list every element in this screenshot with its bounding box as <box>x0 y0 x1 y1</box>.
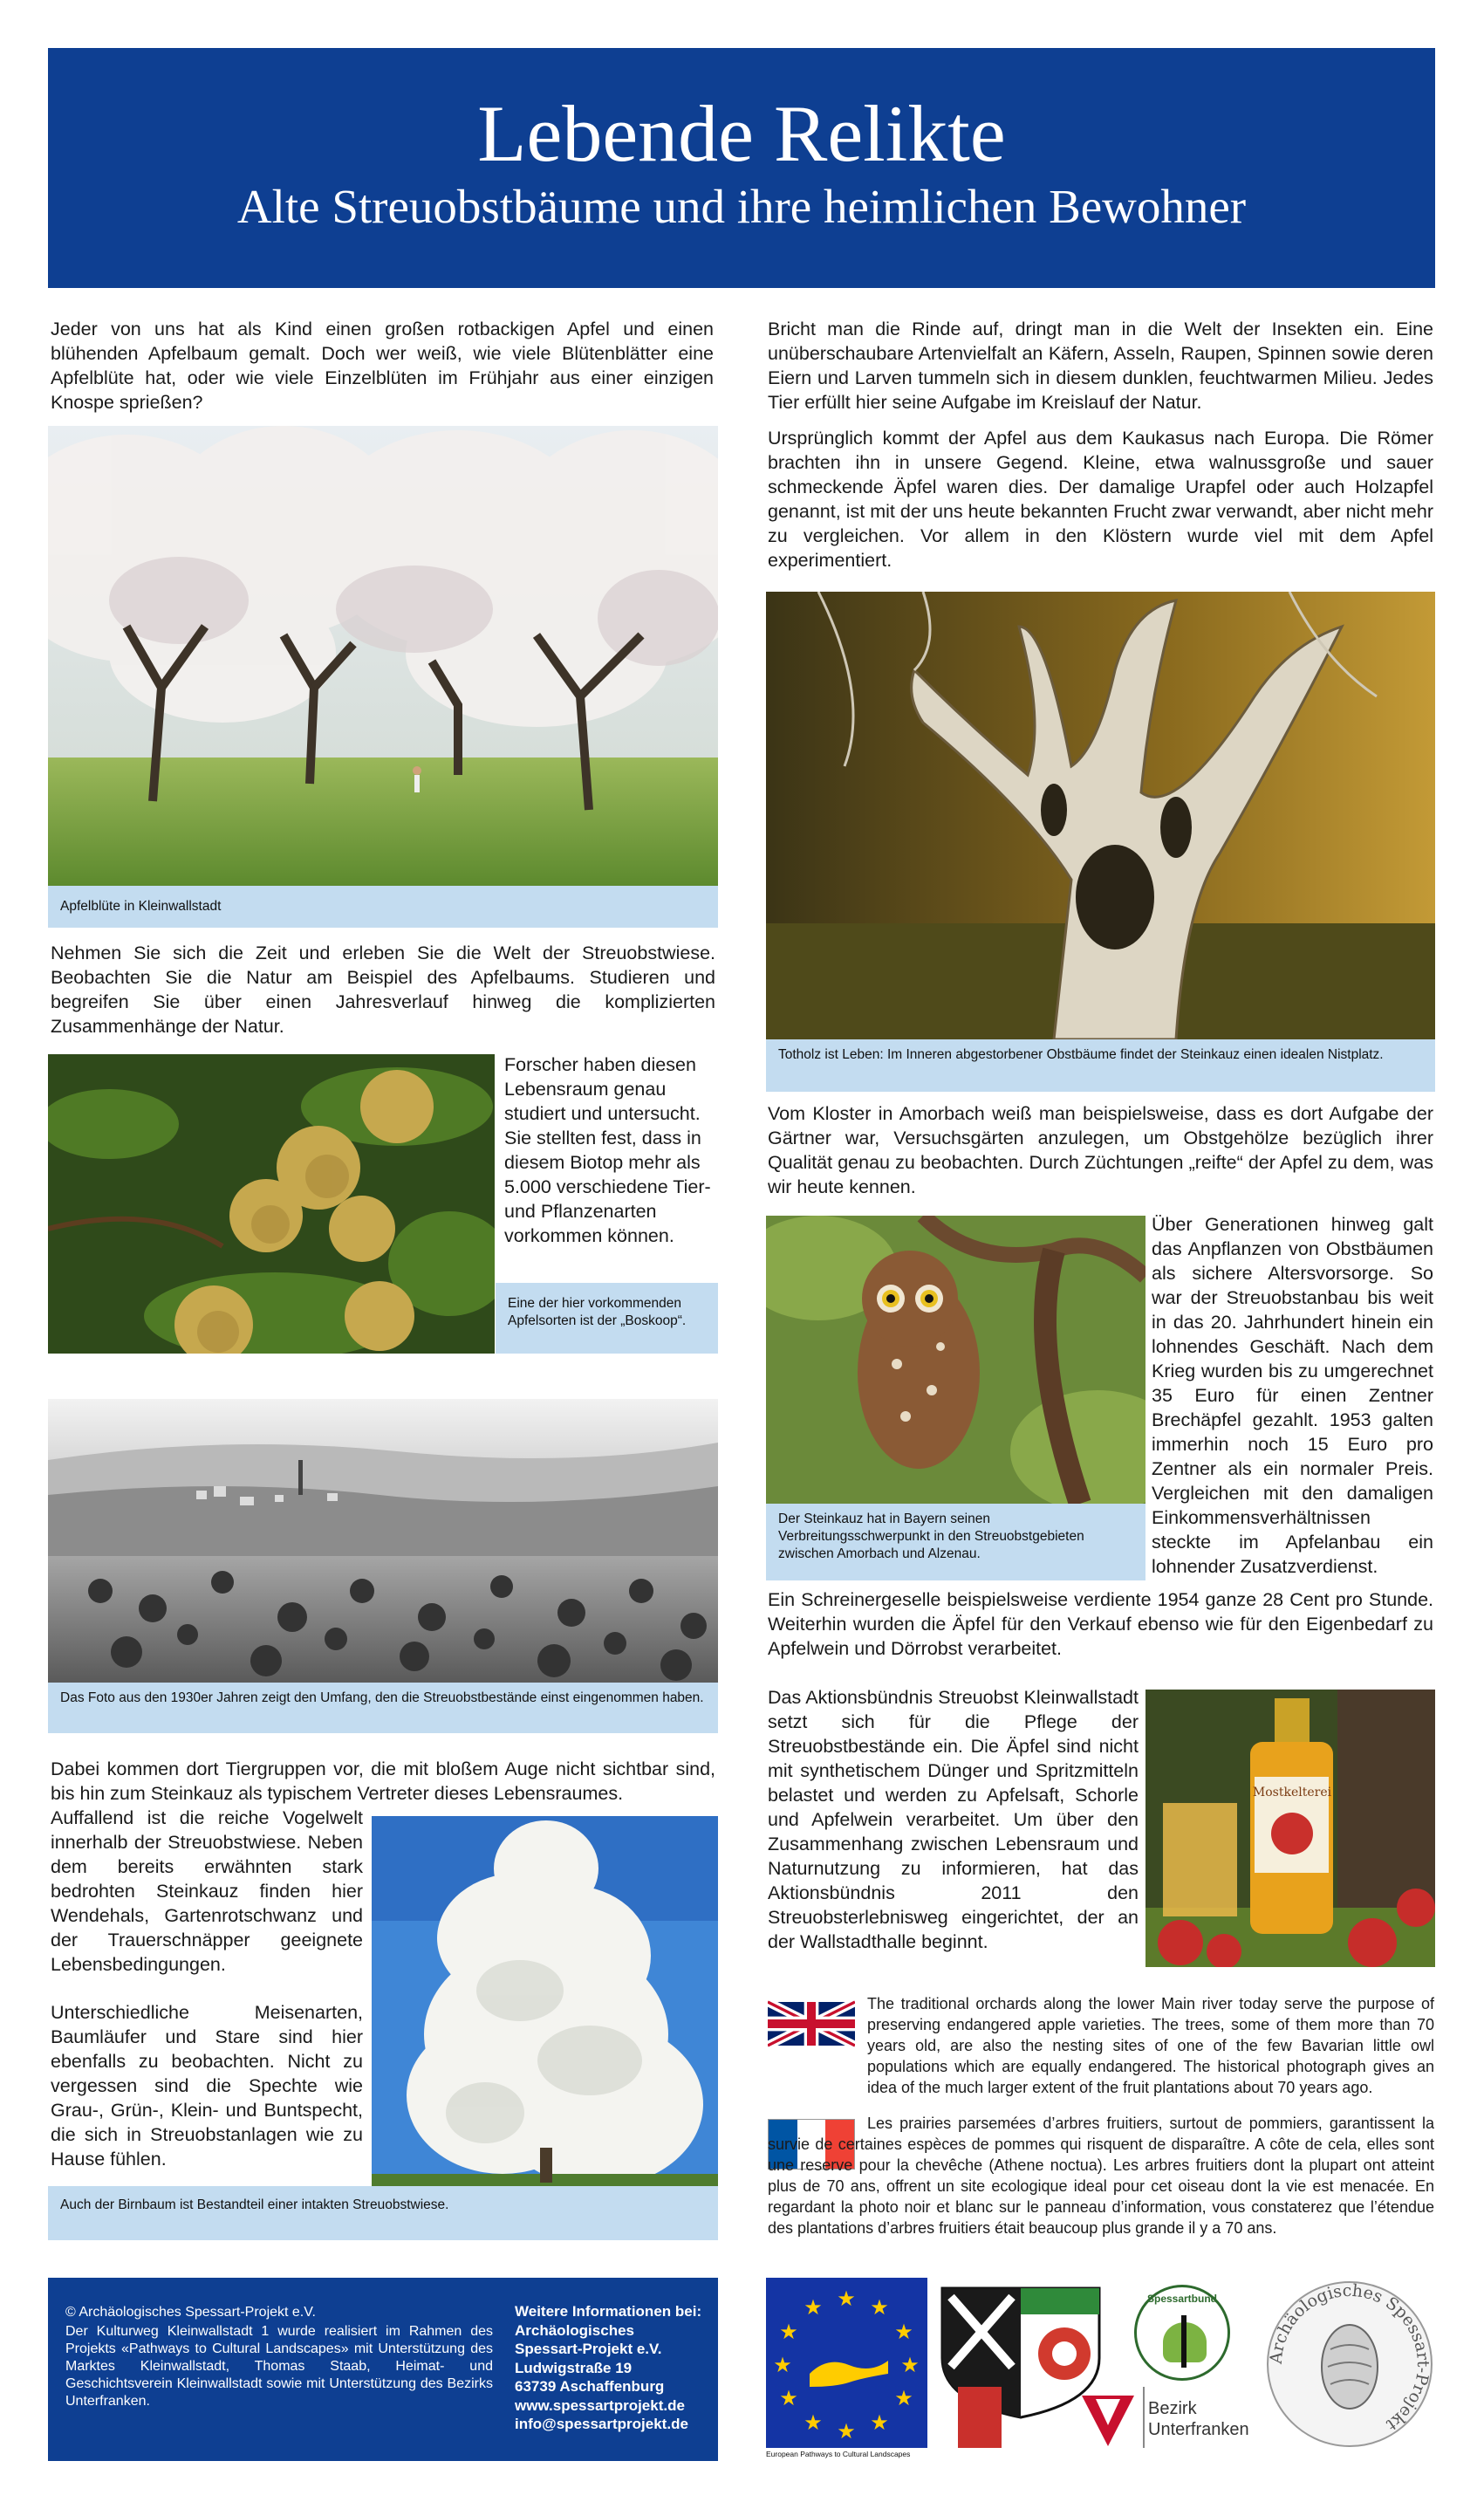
pear-tree-photo <box>372 1816 718 2204</box>
svg-text:★: ★ <box>773 2353 792 2377</box>
svg-text:★: ★ <box>870 2295 889 2320</box>
org-name-1: Archäologisches <box>515 2321 634 2339</box>
paragraph-6: Unterschiedliche Meisenarten, Baumläufer und Stare sind hier ebenfalls zu beobachten. Nicht zu vergessen sind die Spechte wie Grau-, Grün-, Klein- und Buntspecht, die sich in Streuobstanlagen wie zu Hause fühlen. <box>51 2002 363 2170</box>
historic-1930s-photo <box>48 1399 718 1683</box>
org-name-2: Spessart-Projekt e.V. <box>515 2341 662 2357</box>
asp-ring-text: Archäologisches Spessart-Projekt <box>1266 2280 1433 2435</box>
union-jack-flag-icon <box>768 1998 855 2049</box>
city-address: 63739 Aschaffenburg <box>515 2378 665 2395</box>
french-summary: Les prairies parsemées d’arbres fruitiers, surtout de pommiers, garantissent la survie de certaines espèces de pommes qui risquent de disparaître. A côte de cela, elles sont une reserve pour la chevêche (Athene noctua). Les arbres fruitiers dont la plupart ont atteint plus de 70 ans, offrent un site ecologique ideal pour cet oiseau dont la vie est menacée. En regardant la photo noir et blanc sur le panneau d’information, vous constaterez que l’étendue des plantations d’arbres fruitiers était beaucoup plus grande il y a 70 ans. <box>768 2115 1434 2237</box>
page-title: Lebende Relikte <box>477 89 1006 178</box>
caption-historic: Das Foto aus den 1930er Jahren zeigt den Umfang, den die Streuobstbestände einst eingenommen haben. <box>48 1683 718 1733</box>
paragraph-2: Nehmen Sie sich die Zeit und erleben Sie die Welt der Streuobstwiese. Beobachten Sie die Natur am Beispiel des Apfelbaums. Studieren und begreifen Sie über einen Jahresverlauf hinweg die komplizierten Zusammenhänge der Natur. <box>51 943 715 1037</box>
website-link[interactable]: www.spessartprojekt.de <box>515 2396 685 2414</box>
paragraph-3: Forscher haben diesen Lebensraum genau studiert und untersucht. Sie stellten fest, dass in diesem Biotop mehr als 5.000 verschiedene Tier- und Pflanzenarten vorkommen können. <box>504 1054 711 1246</box>
paragraph-4: Dabei kommen dort Tiergruppen vor, die mit bloßem Auge nicht sichtbar sind, bis hin zum Steinkauz als typischem Vertreter dieses Lebensraumes. <box>51 1758 715 1804</box>
svg-text:★: ★ <box>779 2386 798 2410</box>
asp-round-logo <box>1265 2279 1435 2450</box>
eu-logo-caption: European Pathways to Cultural Landscapes <box>766 2450 911 2458</box>
intro-paragraph: Jeder von uns hat als Kind einen großen rotbackigen Apfel und einen blühenden Apfelbaum gemalt. Doch wer weiß, wie viele Blütenblätter eine Apfelblüte hat, oder wie viele Einzelblüten im Frühjahr aus einer einzigen Knospe sprießen? <box>51 319 714 413</box>
eu-pathways-logo <box>766 2278 927 2448</box>
right-paragraph-5: Ein Schreinergeselle beispielsweise verdiente 1954 ganze 28 Cent pro Stunde. Weiterhin wurden die Äpfel für den Verkauf ebenso wie für den Eigenbedarf zu Apfelwein und Dörrobst verarbeitet. <box>768 1589 1433 1659</box>
credits-text: Der Kulturweg Kleinwallstadt 1 wurde realisiert im Rahmen des Projekts «Pathways to Cultural Landscapes» mit Unterstützung des Marktes Kleinwallstadt, Thomas Staab, Heimat- und Geschichtsverein Kleinwallstadt sowie mit Unterstützung des Bezirks Unterfranken. <box>65 2324 493 2409</box>
header-banner <box>48 48 1435 288</box>
deadwood-photo <box>766 592 1435 1039</box>
copyright-text: © Archäologisches Spessart-Projekt e.V. <box>65 2305 316 2320</box>
svg-text:★: ★ <box>870 2410 889 2435</box>
street-address: Ludwigstraße 19 <box>515 2359 633 2376</box>
bezirk-label: Bezirk <box>1148 2399 1197 2418</box>
svg-text:★: ★ <box>837 2419 856 2444</box>
svg-text:★: ★ <box>837 2286 856 2311</box>
page-subtitle: Alte Streuobstbäume und ihre heimlichen Bewohner <box>236 180 1247 233</box>
info-heading: Weitere Informationen bei: <box>515 2303 702 2320</box>
orchard-blossom-photo <box>48 426 718 886</box>
red-tower-icon <box>958 2387 1002 2448</box>
right-paragraph-2: Ursprünglich kommt der Apfel aus dem Kaukasus nach Europa. Die Römer brachten ihn in unsere Gegend. Kleine, etwa walnussgroße und sauer schmeckende Äpfel waren dies. Der damalige Urapfel oder auch Holzapfel genannt, ist mit der uns heute bekannten Frucht zwar verwandt, aber nicht mehr zu vergleichen. Vor allem in den Klöstern wurde viel mit dem Apfel experimentiert. <box>768 428 1433 571</box>
caption-apple: Eine der hier vorkommenden Apfelsorten ist der „Boskoop“. <box>496 1283 718 1354</box>
caption-bloom: Apfelblüte in Kleinwallstadt <box>48 886 718 928</box>
bezirk-logo-text <box>1148 2398 1249 2440</box>
bottle-label-text: Mostkelterei <box>1252 1786 1332 1799</box>
email-link[interactable]: info@spessartprojekt.de <box>515 2416 688 2432</box>
right-paragraph-1: Bricht man die Rinde auf, dringt man in die Welt der Insekten ein. Eine unüberschaubare Artenvielfalt an Käfern, Asseln, Raupen, Spinnen sowie deren Eiern und Larven tummeln sich in diesem dunklen, feuchtwarmen Milieu. Jedes Tier erfüllt hier seine Aufgabe im Kreislauf der Natur. <box>768 319 1433 413</box>
red-triangle-logo <box>1082 2396 1134 2448</box>
svg-text:★: ★ <box>900 2353 920 2377</box>
svg-text:★: ★ <box>804 2295 823 2320</box>
right-paragraph-3: Vom Kloster in Amorbach weiß man beispielsweise, dass es dort Aufgabe der Gärtner war, Versuchsgärten anzulegen, um Obstgehölze bezüglich ihrer Qualität genau zu beobachten. Durch Züchtungen „reifte“ der Apfel zu dem, was wir heute kennen. <box>768 1103 1433 1197</box>
boskoop-apple-photo <box>48 1054 495 1354</box>
footer-info-box <box>48 2278 718 2461</box>
caption-deadwood: Totholz ist Leben: Im Inneren abgestorbener Obstbäume findet der Steinkauz einen idealen Nistplatz. <box>766 1039 1435 1092</box>
svg-text:★: ★ <box>804 2410 823 2435</box>
svg-text:★: ★ <box>779 2320 798 2344</box>
caption-owl: Der Steinkauz hat in Bayern seinen Verbreitungsschwerpunkt in den Streuobstgebieten zwischen Amorbach und Alzenau. <box>766 1504 1145 1580</box>
english-summary: The traditional orchards along the lower Main river today serve the purpose of preserving endangered apple varieties. The trees, some of them more than 70 years old, are also the nesting sites of one of the few Bavarian little owl populations which are equally endangered. The historical photograph gives an idea of the much larger extent of the fruit plantations about 70 years ago. <box>867 1995 1434 2096</box>
unterfranken-label: Unterfranken <box>1148 2420 1249 2439</box>
little-owl-photo <box>766 1216 1145 1504</box>
svg-text:★: ★ <box>894 2386 913 2410</box>
caption-pear: Auch der Birnbaum ist Bestandteil einer intakten Streuobstwiese. <box>48 2186 718 2240</box>
right-paragraph-4: Über Generationen hinweg galt das Anpflanzen von Obstbäumen als sichere Altersvorsorge. So war der Streuobstanbau bis weit in das 20. Jahrhundert hinein ein lohnendes Geschäft. Nach dem Krieg wurden bis zu umgerechnet 35 Euro für einen Zentner Brechäpfel gezahlt. 1953 galten immerhin noch 15 Euro pro Zentner als ein normaler Preis. Vergleichen mit den damaligen Einkommensverhältnissen steckte im Apfelanbau ein lohnender Zusatzverdienst. <box>1152 1214 1433 1577</box>
spessartbund-logo <box>1134 2285 1230 2381</box>
right-paragraph-6: Das Aktionsbündnis Streuobst Kleinwallstadt setzt sich für die Pflege der Streuobstbestände ein. Die Äpfel sind nicht mit synthetischem Dünger und Spritzmitteln belastet und werden zu Apfelsaft, Schorle und Apfelwein verarbeitet. Um über den Zusammenhang zwischen Lebensraum und Naturnutzung zu informieren, hat das Aktionsbündnis 2011 den Streuobsterlebnisweg eingerichtet, der an der Wallstadthalle beginnt. <box>768 1687 1139 1952</box>
bezirk-divider <box>1143 2387 1145 2448</box>
paragraph-5: Auffallend ist die reiche Vogelwelt innerhalb der Streuobstwiese. Neben dem bereits erwähnten stark bedrohten Steinkauz finden hier Wendehals, Gartenrotschwanz und der Trauerschnäpper geeignete Lebensbedingungen. <box>51 1807 363 1975</box>
svg-text:★: ★ <box>894 2320 913 2344</box>
apple-juice-photo <box>1145 1690 1435 1967</box>
spessartbund-text: Spessartbund <box>1146 2293 1217 2305</box>
